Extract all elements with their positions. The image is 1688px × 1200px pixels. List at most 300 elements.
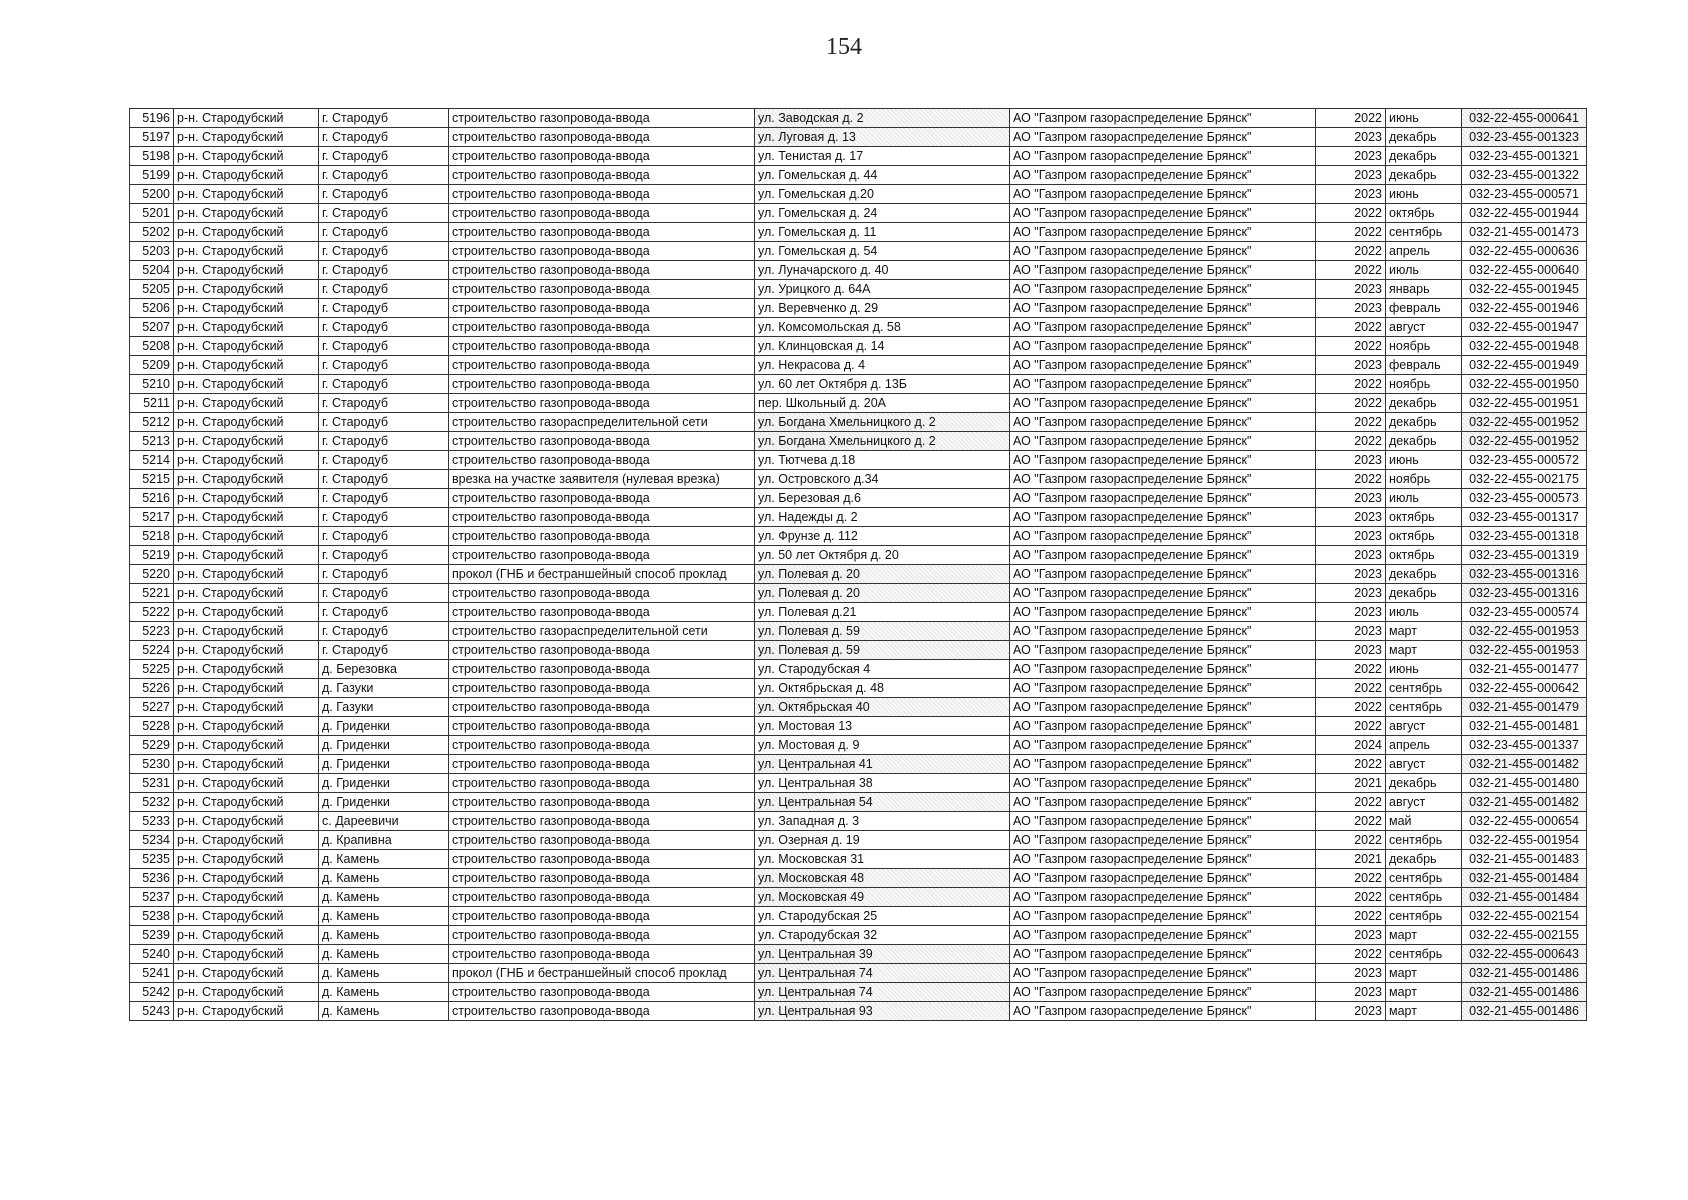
locality-cell: д. Газуки	[319, 679, 449, 698]
address-cell: ул. Урицкого д. 64А	[755, 280, 1010, 299]
locality-cell: г. Стародуб	[319, 508, 449, 527]
row-number: 5225	[130, 660, 174, 679]
code-cell: 032-22-455-001944	[1462, 204, 1587, 223]
locality-cell: г. Стародуб	[319, 147, 449, 166]
table-row	[130, 1002, 1587, 1021]
month-cell: октябрь	[1386, 546, 1462, 565]
row-number: 5233	[130, 812, 174, 831]
code-cell: 032-22-455-001952	[1462, 432, 1587, 451]
table-row	[130, 242, 1587, 261]
code-cell: 032-21-455-001477	[1462, 660, 1587, 679]
code-cell: 032-21-455-001481	[1462, 717, 1587, 736]
work-type-cell: строительство газопровода-ввода	[449, 869, 755, 888]
address-cell: ул. Гомельская д. 54	[755, 242, 1010, 261]
organization-cell: АО "Газпром газораспределение Брянск"	[1010, 394, 1316, 413]
table-row	[130, 204, 1587, 223]
year-cell: 2023	[1316, 147, 1386, 166]
table-row	[130, 470, 1587, 489]
month-cell: июль	[1386, 603, 1462, 622]
code-cell: 032-23-455-001321	[1462, 147, 1587, 166]
month-cell: сентябрь	[1386, 888, 1462, 907]
code-cell: 032-23-455-000574	[1462, 603, 1587, 622]
table-row	[130, 603, 1587, 622]
organization-cell: АО "Газпром газораспределение Брянск"	[1010, 223, 1316, 242]
code-cell: 032-23-455-001317	[1462, 508, 1587, 527]
code-cell: 032-21-455-001482	[1462, 755, 1587, 774]
locality-cell: д. Камень	[319, 983, 449, 1002]
year-cell: 2023	[1316, 508, 1386, 527]
table-row	[130, 755, 1587, 774]
code-cell: 032-22-455-001946	[1462, 299, 1587, 318]
address-cell: ул. 50 лет Октября д. 20	[755, 546, 1010, 565]
work-type-cell: прокол (ГНБ и бестраншейный способ проклад	[449, 964, 755, 983]
year-cell: 2023	[1316, 299, 1386, 318]
month-cell: сентябрь	[1386, 831, 1462, 850]
address-cell: ул. Фрунзе д. 112	[755, 527, 1010, 546]
month-cell: декабрь	[1386, 128, 1462, 147]
code-cell: 032-22-455-001945	[1462, 280, 1587, 299]
work-type-cell: прокол (ГНБ и бестраншейный способ проклад	[449, 565, 755, 584]
code-cell: 032-23-455-001318	[1462, 527, 1587, 546]
month-cell: июль	[1386, 261, 1462, 280]
work-type-cell: строительство газопровода-ввода	[449, 508, 755, 527]
code-cell: 032-23-455-001323	[1462, 128, 1587, 147]
locality-cell: д. Гриденки	[319, 736, 449, 755]
district-cell: р-н. Стародубский	[174, 774, 319, 793]
year-cell: 2022	[1316, 337, 1386, 356]
organization-cell: АО "Газпром газораспределение Брянск"	[1010, 869, 1316, 888]
district-cell: р-н. Стародубский	[174, 489, 319, 508]
district-cell: р-н. Стародубский	[174, 394, 319, 413]
table-row	[130, 945, 1587, 964]
locality-cell: г. Стародуб	[319, 356, 449, 375]
work-type-cell: строительство газопровода-ввода	[449, 299, 755, 318]
code-cell: 032-22-455-001948	[1462, 337, 1587, 356]
work-type-cell: строительство газопровода-ввода	[449, 280, 755, 299]
work-type-cell: строительство газопровода-ввода	[449, 432, 755, 451]
district-cell: р-н. Стародубский	[174, 337, 319, 356]
organization-cell: АО "Газпром газораспределение Брянск"	[1010, 527, 1316, 546]
locality-cell: г. Стародуб	[319, 489, 449, 508]
address-cell: ул. Центральная 93	[755, 1002, 1010, 1021]
year-cell: 2022	[1316, 375, 1386, 394]
work-type-cell: строительство газопровода-ввода	[449, 261, 755, 280]
month-cell: ноябрь	[1386, 470, 1462, 489]
locality-cell: д. Крапивна	[319, 831, 449, 850]
year-cell: 2023	[1316, 622, 1386, 641]
district-cell: р-н. Стародубский	[174, 204, 319, 223]
locality-cell: г. Стародуб	[319, 527, 449, 546]
locality-cell: д. Гриденки	[319, 717, 449, 736]
address-cell: ул. Надежды д. 2	[755, 508, 1010, 527]
row-number: 5210	[130, 375, 174, 394]
month-cell: декабрь	[1386, 584, 1462, 603]
row-number: 5228	[130, 717, 174, 736]
table-row	[130, 964, 1587, 983]
row-number: 5230	[130, 755, 174, 774]
address-cell: пер. Школьный д. 20А	[755, 394, 1010, 413]
year-cell: 2022	[1316, 394, 1386, 413]
locality-cell: г. Стародуб	[319, 432, 449, 451]
district-cell: р-н. Стародубский	[174, 413, 319, 432]
district-cell: р-н. Стародубский	[174, 698, 319, 717]
organization-cell: АО "Газпром газораспределение Брянск"	[1010, 679, 1316, 698]
table-row	[130, 888, 1587, 907]
month-cell: май	[1386, 812, 1462, 831]
table-row	[130, 926, 1587, 945]
locality-cell: г. Стародуб	[319, 394, 449, 413]
district-cell: р-н. Стародубский	[174, 1002, 319, 1021]
row-number: 5200	[130, 185, 174, 204]
row-number: 5236	[130, 869, 174, 888]
table-row	[130, 451, 1587, 470]
month-cell: октябрь	[1386, 508, 1462, 527]
table-row	[130, 698, 1587, 717]
district-cell: р-н. Стародубский	[174, 147, 319, 166]
work-type-cell: строительство газопровода-ввода	[449, 945, 755, 964]
district-cell: р-н. Стародубский	[174, 318, 319, 337]
locality-cell: г. Стародуб	[319, 128, 449, 147]
work-type-cell: строительство газопровода-ввода	[449, 223, 755, 242]
table-row	[130, 774, 1587, 793]
month-cell: март	[1386, 964, 1462, 983]
table-row	[130, 508, 1587, 527]
address-cell: ул. Заводская д. 2	[755, 109, 1010, 128]
work-type-cell: строительство газопровода-ввода	[449, 242, 755, 261]
table-row	[130, 299, 1587, 318]
work-type-cell: строительство газопровода-ввода	[449, 185, 755, 204]
district-cell: р-н. Стародубский	[174, 451, 319, 470]
code-cell: 032-22-455-001950	[1462, 375, 1587, 394]
work-type-cell: строительство газопровода-ввода	[449, 755, 755, 774]
district-cell: р-н. Стародубский	[174, 679, 319, 698]
locality-cell: д. Гриденки	[319, 755, 449, 774]
row-number: 5224	[130, 641, 174, 660]
year-cell: 2022	[1316, 907, 1386, 926]
locality-cell: д. Камень	[319, 964, 449, 983]
work-type-cell: строительство газопровода-ввода	[449, 337, 755, 356]
row-number: 5212	[130, 413, 174, 432]
year-cell: 2023	[1316, 1002, 1386, 1021]
work-type-cell: строительство газопровода-ввода	[449, 375, 755, 394]
table-row	[130, 280, 1587, 299]
locality-cell: г. Стародуб	[319, 603, 449, 622]
code-cell: 032-22-455-000636	[1462, 242, 1587, 261]
locality-cell: г. Стародуб	[319, 584, 449, 603]
district-cell: р-н. Стародубский	[174, 888, 319, 907]
locality-cell: г. Стародуб	[319, 565, 449, 584]
year-cell: 2023	[1316, 603, 1386, 622]
table-row	[130, 622, 1587, 641]
work-type-cell: строительство газопровода-ввода	[449, 660, 755, 679]
year-cell: 2022	[1316, 679, 1386, 698]
work-type-cell: строительство газопровода-ввода	[449, 584, 755, 603]
table-row	[130, 394, 1587, 413]
row-number: 5201	[130, 204, 174, 223]
organization-cell: АО "Газпром газораспределение Брянск"	[1010, 736, 1316, 755]
table-row	[130, 432, 1587, 451]
address-cell: ул. Центральная 74	[755, 983, 1010, 1002]
month-cell: сентябрь	[1386, 223, 1462, 242]
district-cell: р-н. Стародубский	[174, 603, 319, 622]
district-cell: р-н. Стародубский	[174, 356, 319, 375]
year-cell: 2023	[1316, 964, 1386, 983]
locality-cell: г. Стародуб	[319, 451, 449, 470]
organization-cell: АО "Газпром газораспределение Брянск"	[1010, 1002, 1316, 1021]
district-cell: р-н. Стародубский	[174, 432, 319, 451]
table-row	[130, 584, 1587, 603]
organization-cell: АО "Газпром газораспределение Брянск"	[1010, 489, 1316, 508]
work-type-cell: строительство газопровода-ввода	[449, 318, 755, 337]
address-cell: ул. Мостовая д. 9	[755, 736, 1010, 755]
organization-cell: АО "Газпром газораспределение Брянск"	[1010, 603, 1316, 622]
year-cell: 2022	[1316, 242, 1386, 261]
row-number: 5223	[130, 622, 174, 641]
district-cell: р-н. Стародубский	[174, 736, 319, 755]
code-cell: 032-23-455-001322	[1462, 166, 1587, 185]
code-cell: 032-21-455-001486	[1462, 1002, 1587, 1021]
address-cell: ул. Центральная 54	[755, 793, 1010, 812]
work-type-cell: строительство газопровода-ввода	[449, 394, 755, 413]
work-type-cell: строительство газопровода-ввода	[449, 356, 755, 375]
organization-cell: АО "Газпром газораспределение Брянск"	[1010, 565, 1316, 584]
locality-cell: г. Стародуб	[319, 223, 449, 242]
locality-cell: г. Стародуб	[319, 413, 449, 432]
row-number: 5227	[130, 698, 174, 717]
district-cell: р-н. Стародубский	[174, 717, 319, 736]
work-type-cell: строительство газопровода-ввода	[449, 888, 755, 907]
row-number: 5196	[130, 109, 174, 128]
table-row	[130, 831, 1587, 850]
code-cell: 032-22-455-001954	[1462, 831, 1587, 850]
year-cell: 2022	[1316, 109, 1386, 128]
work-type-cell: строительство газопровода-ввода	[449, 641, 755, 660]
table-row	[130, 223, 1587, 242]
year-cell: 2023	[1316, 565, 1386, 584]
work-type-cell: строительство газопровода-ввода	[449, 128, 755, 147]
row-number: 5204	[130, 261, 174, 280]
address-cell: ул. Луначарского д. 40	[755, 261, 1010, 280]
year-cell: 2022	[1316, 717, 1386, 736]
code-cell: 032-22-455-000643	[1462, 945, 1587, 964]
district-cell: р-н. Стародубский	[174, 622, 319, 641]
organization-cell: АО "Газпром газораспределение Брянск"	[1010, 375, 1316, 394]
address-cell: ул. Тенистая д. 17	[755, 147, 1010, 166]
organization-cell: АО "Газпром газораспределение Брянск"	[1010, 299, 1316, 318]
locality-cell: г. Стародуб	[319, 641, 449, 660]
district-cell: р-н. Стародубский	[174, 527, 319, 546]
row-number: 5229	[130, 736, 174, 755]
year-cell: 2022	[1316, 869, 1386, 888]
year-cell: 2022	[1316, 698, 1386, 717]
address-cell: ул. Московская 31	[755, 850, 1010, 869]
row-number: 5215	[130, 470, 174, 489]
year-cell: 2022	[1316, 318, 1386, 337]
month-cell: август	[1386, 318, 1462, 337]
district-cell: р-н. Стародубский	[174, 280, 319, 299]
locality-cell: г. Стародуб	[319, 337, 449, 356]
organization-cell: АО "Газпром газораспределение Брянск"	[1010, 356, 1316, 375]
table-row	[130, 489, 1587, 508]
organization-cell: АО "Газпром газораспределение Брянск"	[1010, 698, 1316, 717]
district-cell: р-н. Стародубский	[174, 565, 319, 584]
table-row	[130, 907, 1587, 926]
organization-cell: АО "Газпром газораспределение Брянск"	[1010, 983, 1316, 1002]
year-cell: 2022	[1316, 888, 1386, 907]
month-cell: март	[1386, 622, 1462, 641]
district-cell: р-н. Стародубский	[174, 128, 319, 147]
address-cell: ул. Центральная 38	[755, 774, 1010, 793]
district-cell: р-н. Стародубский	[174, 983, 319, 1002]
table-row	[130, 565, 1587, 584]
year-cell: 2021	[1316, 774, 1386, 793]
organization-cell: АО "Газпром газораспределение Брянск"	[1010, 945, 1316, 964]
address-cell: ул. Стародубская 4	[755, 660, 1010, 679]
code-cell: 032-21-455-001486	[1462, 983, 1587, 1002]
row-number: 5235	[130, 850, 174, 869]
address-cell: ул. Луговая д. 13	[755, 128, 1010, 147]
row-number: 5213	[130, 432, 174, 451]
locality-cell: г. Стародуб	[319, 261, 449, 280]
district-cell: р-н. Стародубский	[174, 907, 319, 926]
work-type-cell: строительство газопровода-ввода	[449, 907, 755, 926]
month-cell: сентябрь	[1386, 945, 1462, 964]
organization-cell: АО "Газпром газораспределение Брянск"	[1010, 584, 1316, 603]
work-type-cell: строительство газопровода-ввода	[449, 831, 755, 850]
organization-cell: АО "Газпром газораспределение Брянск"	[1010, 413, 1316, 432]
address-cell: ул. Березовая д.6	[755, 489, 1010, 508]
table-row	[130, 128, 1587, 147]
organization-cell: АО "Газпром газораспределение Брянск"	[1010, 546, 1316, 565]
row-number: 5232	[130, 793, 174, 812]
code-cell: 032-22-455-001953	[1462, 622, 1587, 641]
row-number: 5240	[130, 945, 174, 964]
table-row	[130, 318, 1587, 337]
row-number: 5206	[130, 299, 174, 318]
row-number: 5221	[130, 584, 174, 603]
code-cell: 032-22-455-002155	[1462, 926, 1587, 945]
organization-cell: АО "Газпром газораспределение Брянск"	[1010, 793, 1316, 812]
organization-cell: АО "Газпром газораспределение Брянск"	[1010, 812, 1316, 831]
address-cell: ул. Некрасова д. 4	[755, 356, 1010, 375]
organization-cell: АО "Газпром газораспределение Брянск"	[1010, 280, 1316, 299]
row-number: 5203	[130, 242, 174, 261]
row-number: 5243	[130, 1002, 174, 1021]
month-cell: сентябрь	[1386, 698, 1462, 717]
organization-cell: АО "Газпром газораспределение Брянск"	[1010, 508, 1316, 527]
code-cell: 032-21-455-001473	[1462, 223, 1587, 242]
address-cell: ул. Западная д. 3	[755, 812, 1010, 831]
work-type-cell: врезка на участке заявителя (нулевая врезка)	[449, 470, 755, 489]
table-row	[130, 261, 1587, 280]
district-cell: р-н. Стародубский	[174, 299, 319, 318]
month-cell: декабрь	[1386, 394, 1462, 413]
row-number: 5199	[130, 166, 174, 185]
year-cell: 2022	[1316, 831, 1386, 850]
year-cell: 2022	[1316, 945, 1386, 964]
row-number: 5234	[130, 831, 174, 850]
code-cell: 032-21-455-001483	[1462, 850, 1587, 869]
row-number: 5226	[130, 679, 174, 698]
locality-cell: д. Камень	[319, 869, 449, 888]
organization-cell: АО "Газпром газораспределение Брянск"	[1010, 242, 1316, 261]
organization-cell: АО "Газпром газораспределение Брянск"	[1010, 774, 1316, 793]
work-type-cell: строительство газопровода-ввода	[449, 774, 755, 793]
district-cell: р-н. Стародубский	[174, 546, 319, 565]
work-type-cell: строительство газопровода-ввода	[449, 793, 755, 812]
organization-cell: АО "Газпром газораспределение Брянск"	[1010, 717, 1316, 736]
organization-cell: АО "Газпром газораспределение Брянск"	[1010, 926, 1316, 945]
work-type-cell: строительство газопровода-ввода	[449, 983, 755, 1002]
row-number: 5218	[130, 527, 174, 546]
address-cell: ул. Центральная 39	[755, 945, 1010, 964]
code-cell: 032-21-455-001482	[1462, 793, 1587, 812]
organization-cell: АО "Газпром газораспределение Брянск"	[1010, 147, 1316, 166]
table-row	[130, 793, 1587, 812]
work-type-cell: строительство газопровода-ввода	[449, 850, 755, 869]
district-cell: р-н. Стародубский	[174, 641, 319, 660]
code-cell: 032-22-455-000654	[1462, 812, 1587, 831]
month-cell: март	[1386, 641, 1462, 660]
district-cell: р-н. Стародубский	[174, 831, 319, 850]
row-number: 5222	[130, 603, 174, 622]
table-row	[130, 812, 1587, 831]
organization-cell: АО "Газпром газораспределение Брянск"	[1010, 622, 1316, 641]
code-cell: 032-22-455-001951	[1462, 394, 1587, 413]
table-row	[130, 983, 1587, 1002]
year-cell: 2023	[1316, 489, 1386, 508]
table-row	[130, 109, 1587, 128]
work-type-cell: строительство газопровода-ввода	[449, 147, 755, 166]
organization-cell: АО "Газпром газораспределение Брянск"	[1010, 185, 1316, 204]
month-cell: февраль	[1386, 299, 1462, 318]
address-cell: ул. Островского д.34	[755, 470, 1010, 489]
work-type-cell: строительство газопровода-ввода	[449, 489, 755, 508]
table-row	[130, 660, 1587, 679]
organization-cell: АО "Газпром газораспределение Брянск"	[1010, 204, 1316, 223]
locality-cell: д. Газуки	[319, 698, 449, 717]
work-type-cell: строительство газопровода-ввода	[449, 546, 755, 565]
code-cell: 032-22-455-000641	[1462, 109, 1587, 128]
organization-cell: АО "Газпром газораспределение Брянск"	[1010, 128, 1316, 147]
work-type-cell: строительство газопровода-ввода	[449, 166, 755, 185]
address-cell: ул. Стародубская 25	[755, 907, 1010, 926]
year-cell: 2023	[1316, 983, 1386, 1002]
row-number: 5214	[130, 451, 174, 470]
locality-cell: д. Камень	[319, 907, 449, 926]
work-type-cell: строительство газопровода-ввода	[449, 109, 755, 128]
table-row	[130, 185, 1587, 204]
work-type-cell: строительство газопровода-ввода	[449, 679, 755, 698]
table-row	[130, 527, 1587, 546]
address-cell: ул. Мостовая 13	[755, 717, 1010, 736]
district-cell: р-н. Стародубский	[174, 470, 319, 489]
code-cell: 032-22-455-002154	[1462, 907, 1587, 926]
row-number: 5205	[130, 280, 174, 299]
month-cell: март	[1386, 983, 1462, 1002]
locality-cell: г. Стародуб	[319, 318, 449, 337]
month-cell: сентябрь	[1386, 907, 1462, 926]
organization-cell: АО "Газпром газораспределение Брянск"	[1010, 470, 1316, 489]
row-number: 5239	[130, 926, 174, 945]
table-row	[130, 736, 1587, 755]
address-cell: ул. Полевая д. 20	[755, 565, 1010, 584]
month-cell: апрель	[1386, 242, 1462, 261]
work-type-cell: строительство газопровода-ввода	[449, 717, 755, 736]
year-cell: 2022	[1316, 660, 1386, 679]
work-type-cell: строительство газопровода-ввода	[449, 451, 755, 470]
year-cell: 2023	[1316, 926, 1386, 945]
